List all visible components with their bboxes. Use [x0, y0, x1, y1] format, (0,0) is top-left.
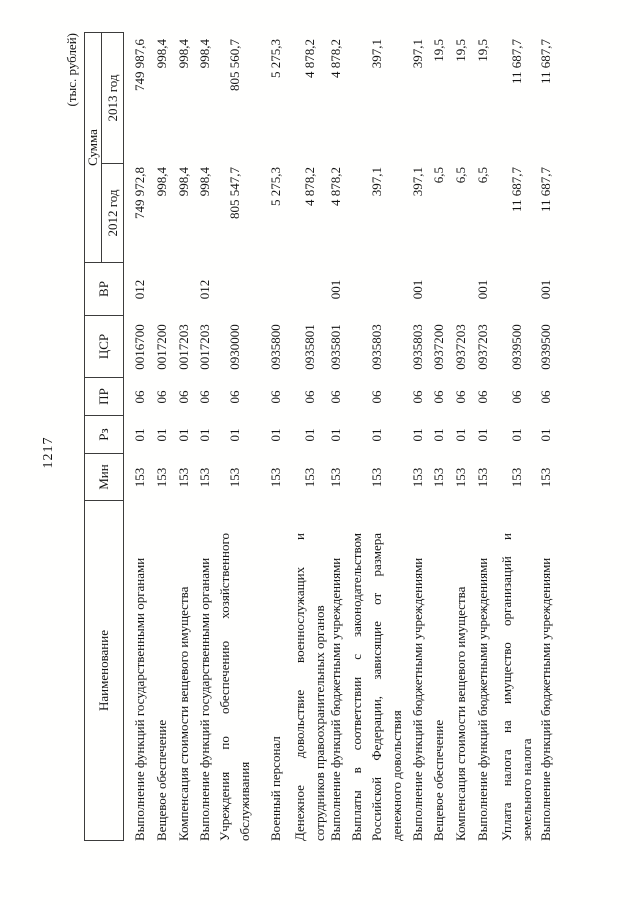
cell-min: 153 [538, 467, 553, 488]
cell-sum-2013: 19,5 [453, 39, 468, 62]
cell-min: 153 [176, 467, 191, 488]
cell-name: Компенсация стоимости вещевого имущества [176, 586, 191, 841]
cell-pr: 06 [154, 390, 169, 404]
column-header-rz: Рз [85, 415, 123, 453]
cell-csr: 0939500 [509, 324, 524, 370]
table-row [152, 32, 172, 841]
cell-pr: 06 [538, 390, 553, 404]
cell-name: Компенсация стоимости вещевого имущества [453, 586, 468, 841]
column-header-sum: Сумма [85, 33, 102, 262]
cell-name: Выполнение функций бюджетными учреждениями [410, 557, 425, 841]
cell-sum-2013: 11 687,7 [509, 39, 524, 85]
cell-pr: 06 [369, 390, 384, 404]
column-header-name: Наименование [85, 500, 123, 840]
cell-sum-2012: 397,1 [410, 167, 425, 197]
table-row [536, 32, 556, 841]
cell-name: Военный персонал [268, 736, 283, 841]
cell-sum-2013: 11 687,7 [538, 39, 553, 85]
cell-sum-2013: 998,4 [197, 39, 212, 69]
cell-sum-2012: 998,4 [154, 167, 169, 197]
cell-csr: 0937203 [453, 324, 468, 370]
table-row [195, 32, 215, 841]
table-row [497, 32, 537, 841]
cell-sum-2013: 4 878,2 [328, 39, 343, 78]
cell-rz: 01 [369, 428, 384, 442]
cell-csr: 0937203 [475, 324, 490, 370]
cell-pr: 06 [475, 390, 490, 404]
cell-sum-2013: 19,5 [475, 39, 490, 62]
table-row [473, 32, 493, 841]
table-row [408, 32, 428, 841]
cell-csr: 0935801 [302, 324, 317, 370]
cell-pr: 06 [176, 390, 191, 404]
cell-csr: 0017203 [197, 324, 212, 370]
cell-pr: 06 [509, 390, 524, 404]
cell-sum-2013: 749 987,6 [132, 39, 147, 91]
page-number: 1217 [41, 436, 56, 469]
table-row [326, 32, 346, 841]
cell-name: Выполнение функций государственными органами [132, 557, 147, 841]
cell-rz: 01 [197, 428, 212, 442]
cell-name: Учреждения по обеспечению хозяйственного обслуживания [217, 533, 252, 841]
cell-name: Выплаты в соответствии с законодательством Российской Федерации, зависящие от размера денежного довольствия [349, 533, 404, 841]
cell-sum-2012: 749 972,8 [132, 167, 147, 219]
cell-name: Денежное довольствие военнослужащих и сотрудников правоохранительных органов [292, 533, 327, 841]
cell-rz: 01 [302, 428, 317, 442]
cell-csr: 0935803 [410, 324, 425, 370]
cell-name: Выполнение функций государственными органами [197, 557, 212, 841]
cell-sum-2012: 998,4 [176, 167, 191, 197]
cell-min: 153 [431, 467, 446, 488]
cell-vr: 001 [410, 279, 425, 300]
cell-csr: 0935803 [369, 324, 384, 370]
cell-name: Уплата налога на имущество организаций и земельного налога [499, 533, 534, 841]
units-note: (тыс. рублей) [64, 33, 79, 107]
cell-rz: 01 [227, 428, 242, 442]
cell-rz: 01 [328, 428, 343, 442]
cell-sum-2013: 805 560,7 [227, 39, 242, 91]
cell-sum-2012: 6,5 [453, 167, 468, 184]
cell-sum-2012: 998,4 [197, 167, 212, 197]
cell-name: Вещевое обеспечение [431, 719, 446, 841]
cell-sum-2013: 19,5 [431, 39, 446, 62]
cell-sum-2013: 998,4 [154, 39, 169, 69]
cell-pr: 06 [132, 390, 147, 404]
cell-min: 153 [509, 467, 524, 488]
cell-name: Выполнение функций бюджетными учреждениями [538, 557, 553, 841]
cell-sum-2012: 4 878,2 [302, 167, 317, 206]
table-row [290, 32, 330, 841]
column-header-vr: ВР [85, 262, 123, 315]
cell-sum-2012: 5 275,3 [268, 167, 283, 206]
cell-name: Выполнение функций бюджетными учреждениями [475, 557, 490, 841]
cell-pr: 06 [453, 390, 468, 404]
cell-csr: 0016700 [132, 324, 147, 370]
cell-pr: 06 [268, 390, 283, 404]
cell-min: 153 [268, 467, 283, 488]
table-row [266, 32, 286, 841]
cell-rz: 01 [453, 428, 468, 442]
cell-min: 153 [302, 467, 317, 488]
column-header-year-2013: 2013 год [104, 74, 120, 122]
cell-min: 153 [227, 467, 242, 488]
column-header-min: Мин [85, 453, 123, 500]
table-row [347, 32, 407, 841]
cell-min: 153 [197, 467, 212, 488]
cell-csr: 0017200 [154, 324, 169, 370]
cell-sum-2012: 6,5 [475, 167, 490, 184]
cell-min: 153 [154, 467, 169, 488]
cell-min: 153 [475, 467, 490, 488]
cell-sum-2013: 397,1 [369, 39, 384, 69]
table-row [130, 32, 150, 841]
cell-sum-2013: 5 275,3 [268, 39, 283, 78]
cell-sum-2012: 4 878,2 [328, 167, 343, 206]
cell-csr: 0937200 [431, 324, 446, 370]
cell-min: 153 [453, 467, 468, 488]
cell-pr: 06 [227, 390, 242, 404]
cell-sum-2012: 6,5 [431, 167, 446, 184]
budget-table-header [84, 32, 124, 841]
cell-vr: 001 [538, 279, 553, 300]
cell-csr: 0939500 [538, 324, 553, 370]
cell-sum-2013: 998,4 [176, 39, 191, 69]
cell-csr: 0935800 [268, 324, 283, 370]
table-row [174, 32, 194, 841]
cell-rz: 01 [538, 428, 553, 442]
cell-sum-2013: 4 878,2 [302, 39, 317, 78]
cell-min: 153 [328, 467, 343, 488]
cell-vr: 012 [197, 279, 212, 300]
cell-rz: 01 [410, 428, 425, 442]
cell-rz: 01 [132, 428, 147, 442]
cell-csr: 0935801 [328, 324, 343, 370]
column-header-pr: ПР [85, 377, 123, 415]
cell-min: 153 [410, 467, 425, 488]
cell-pr: 06 [431, 390, 446, 404]
cell-sum-2012: 11 687,7 [509, 167, 524, 213]
cell-rz: 01 [475, 428, 490, 442]
cell-pr: 06 [302, 390, 317, 404]
cell-rz: 01 [268, 428, 283, 442]
cell-name: Вещевое обеспечение [154, 719, 169, 841]
cell-csr: 0017203 [176, 324, 191, 370]
cell-rz: 01 [509, 428, 524, 442]
cell-pr: 06 [328, 390, 343, 404]
cell-pr: 06 [197, 390, 212, 404]
cell-vr: 001 [475, 279, 490, 300]
table-row [215, 32, 255, 841]
cell-rz: 01 [176, 428, 191, 442]
column-header-sum-group [85, 33, 123, 262]
cell-rz: 01 [431, 428, 446, 442]
cell-csr: 0930000 [227, 324, 242, 370]
cell-rz: 01 [154, 428, 169, 442]
cell-sum-2013: 397,1 [410, 39, 425, 69]
cell-vr: 001 [328, 279, 343, 300]
table-row [451, 32, 471, 841]
cell-sum-2012: 11 687,7 [538, 167, 553, 213]
column-header-csr: ЦСР [85, 315, 123, 377]
cell-sum-2012: 397,1 [369, 167, 384, 197]
column-header-year-2012: 2012 год [102, 163, 123, 262]
cell-sum-2012: 805 547,7 [227, 167, 242, 219]
cell-name: Выполнение функций бюджетными учреждениями [328, 557, 343, 841]
cell-min: 153 [132, 467, 147, 488]
cell-min: 153 [369, 467, 384, 488]
table-row [429, 32, 449, 841]
cell-pr: 06 [410, 390, 425, 404]
cell-vr: 012 [132, 279, 147, 300]
